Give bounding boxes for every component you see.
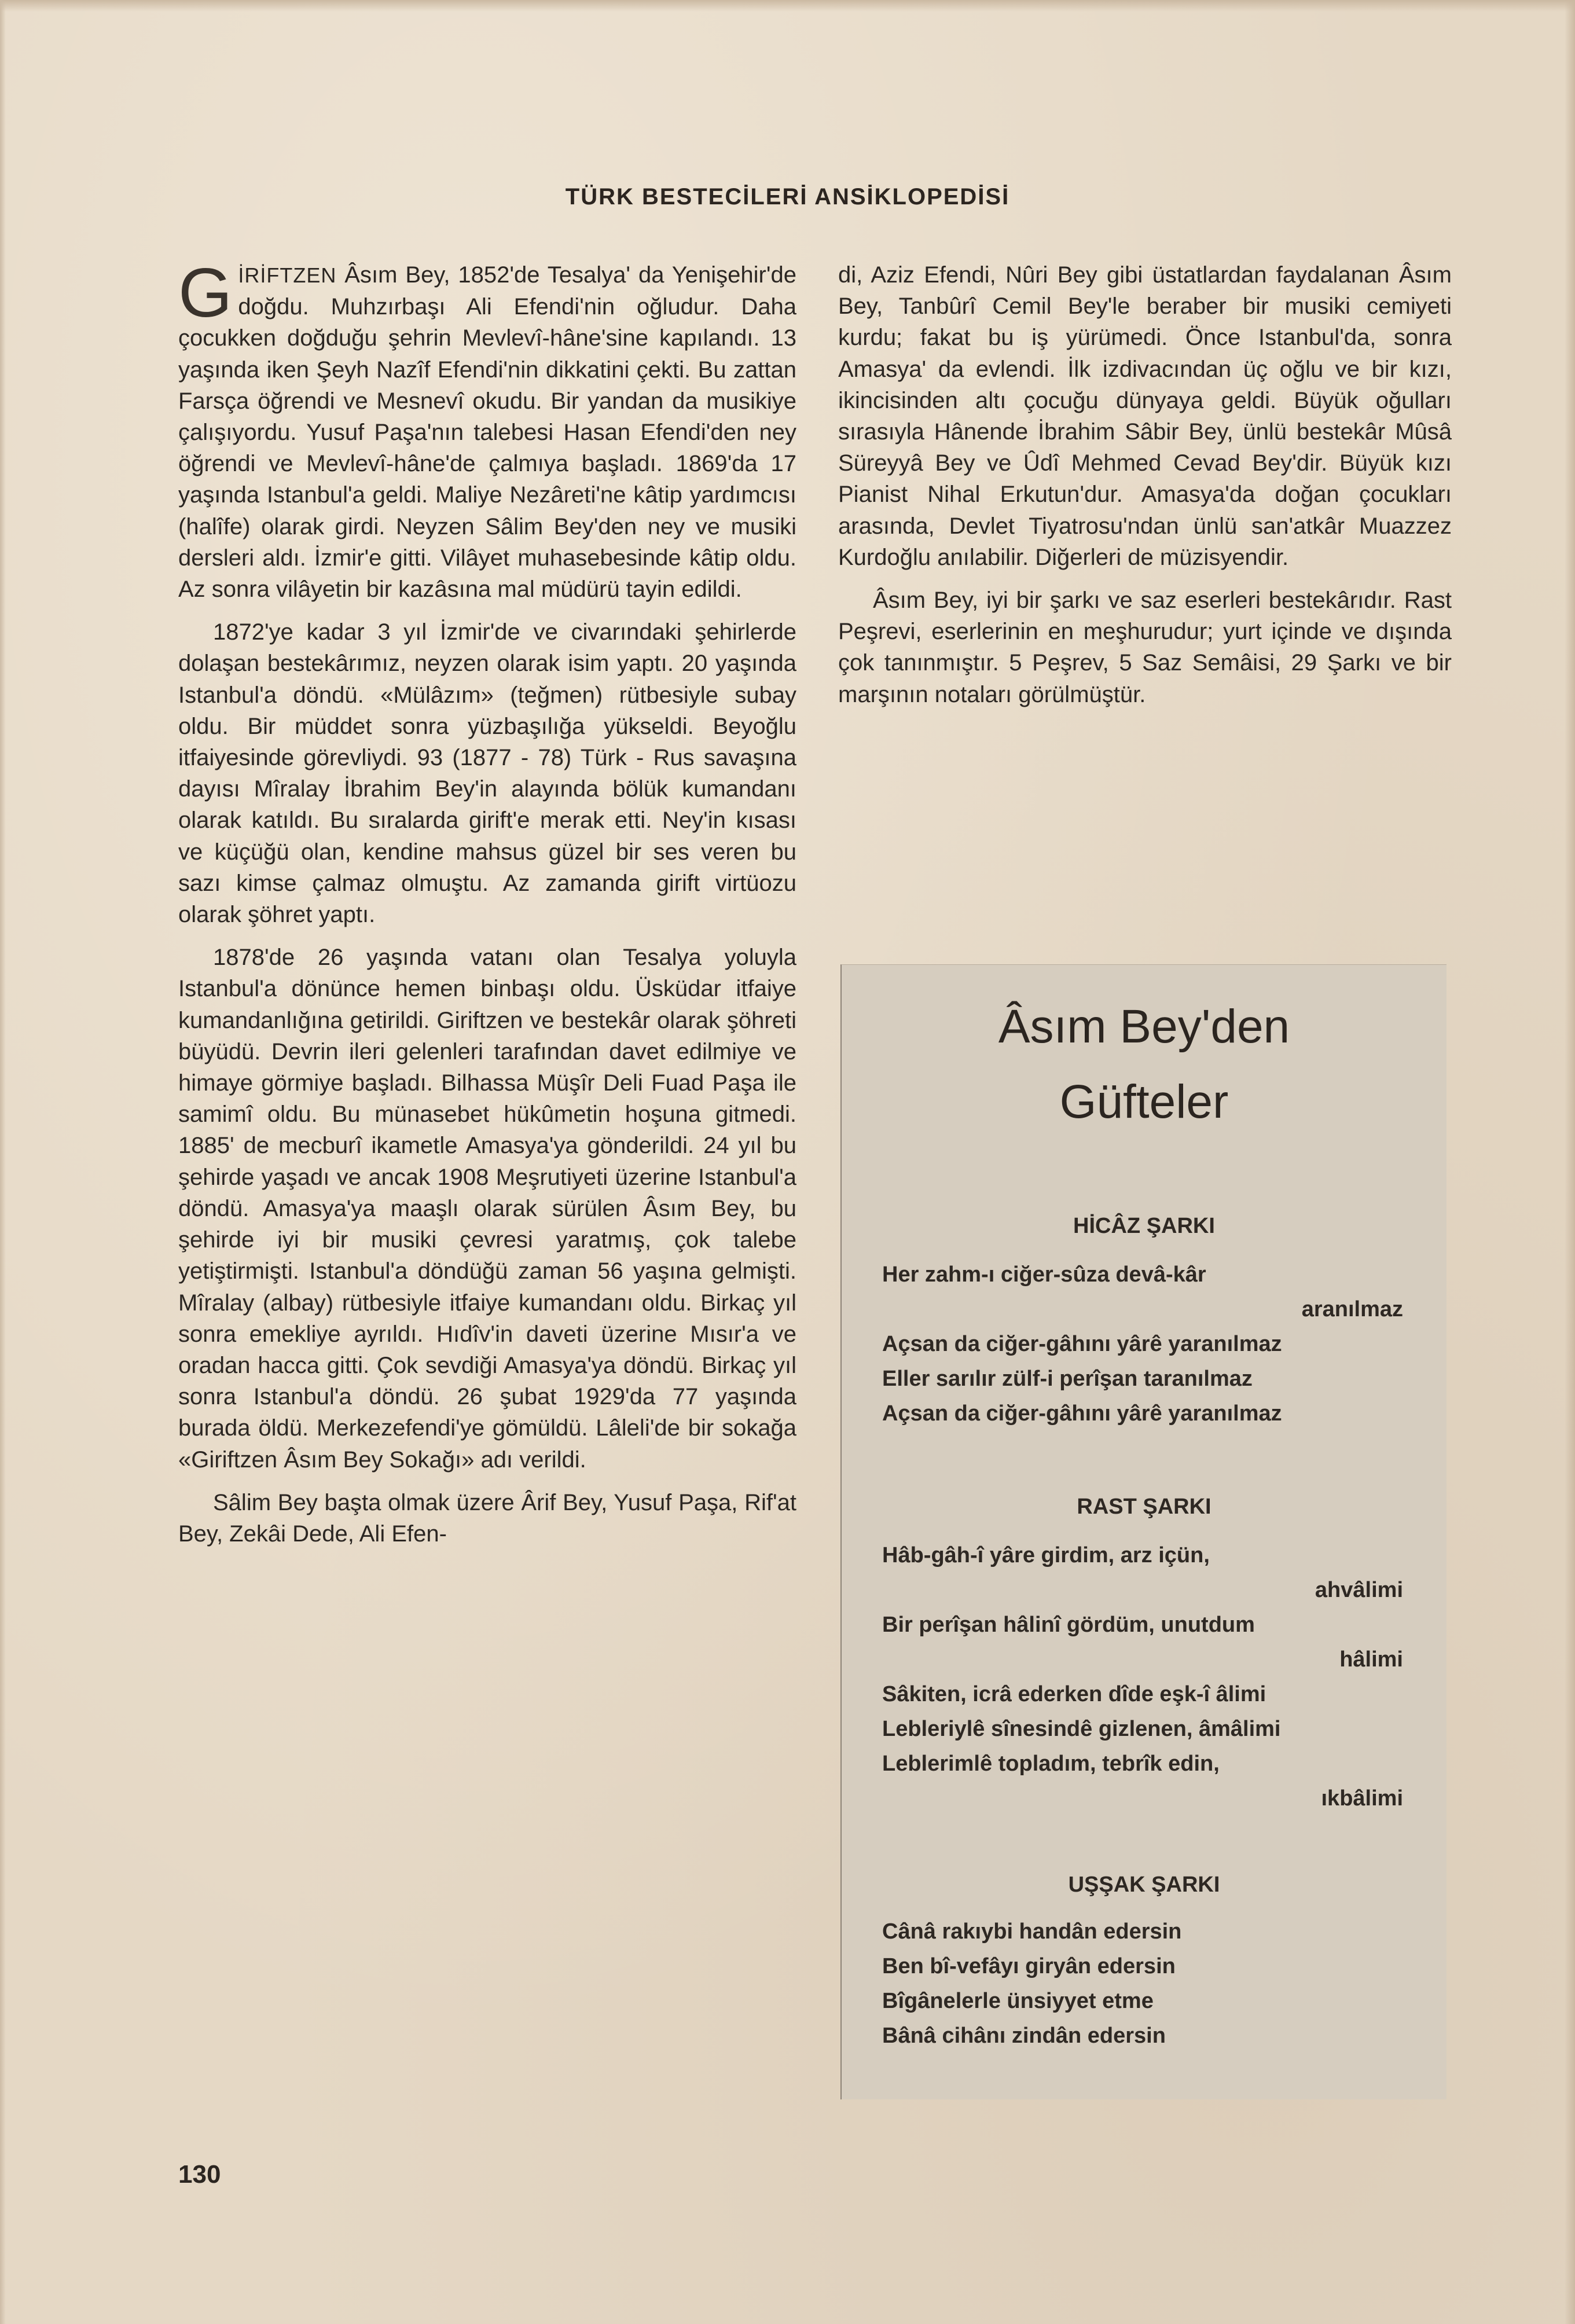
left-column [178, 254, 796, 1561]
paragraph-2: 1872'ye kadar 3 yıl İzmir'de ve civarındaki şehirlerde dolaşan bestekârımız, neyzen olarak isim yaptı. 20 yaşında Istanbul'a döndü. «Mülâzım» (teğmen) rütbesiyle subay oldu. Bir müddet sonra yüzbaşılığa yükseldi. Beyoğlu itfaiyesinde görevliydi. 93 (1877 - 78) Türk - Rus savaşına dayısı Mîralay İbrahim Bey'in alayında bölük kumandanı olarak katıldı. Bu sıralarda girift'e merak etti. Ney'in kısası ve küçüğü olan, kendine mahsus güzel bir ses veren bu sazı kimse çalmaz olmuştu. Az zamanda girift virtüozu olarak şöhret yaptı. [178, 619, 796, 928]
paragraph-1-text: Âsım Bey, 1852'de Tesalya' da Yenişehir'de doğdu. Muhzırbaşı Ali Efendi'nin oğludur. Daha çocukken doğduğu şehrin Mevlevî-hâne'sine kapılandı. 13 yaşında iken Şeyh Nazîf Efendi'nin dikkatini çekti. Bu zattan Farsça öğrendi ve Mesnevî okudu. Bir yandan da musikiye çalışıyordu. Yusuf Paşa'nın talebesi Hasan Efendi'den ney öğrendi ve Mevlevî-hâne'de çalmıya başladı. 1869'da 17 yaşında Istanbul'a geldi. Maliye Nezâreti'ne kâtip yardımcısı (halîfe) olarak girdi. Neyzen Sâlim Bey'den ney ve musiki dersleri aldı. İzmir'e gitti. Vilâyet muhasebesinde kâtip oldu. Az sonra vilâyetin bir kazâsına mal müdürü tayin edildi. [178, 262, 796, 603]
poem-line: Her zahm-ı ciğer-sûza devâ-kâr [882, 1262, 1206, 1287]
poem-line: Açsan da ciğer-gâhını yârê yaranılmaz [882, 1401, 1282, 1426]
paragraph-6: Âsım Bey, iyi bir şarkı ve saz eserleri bestekârıdır. Rast Peşrevi, eserlerinin en meşhurudur; yurt içinde ve dışında çok tanınmıştır. 5 Peşrev, 5 Saz Semâisi, 29 Şarkı ve bir marşının notaları görülmüştür. [838, 588, 1452, 707]
page-number: 130 [178, 2160, 221, 2189]
poem-line: Sâkiten, icrâ ederken dîde eşk-î âlimi [882, 1682, 1266, 1706]
poem-line-continuation: hâlimi [1339, 1647, 1403, 1672]
box-title-line-2: Güfteler [1059, 1075, 1229, 1128]
paper-edge-left [0, 0, 6, 2324]
poem-line: Lebleriylê sînesindê gizlenen, âmâlimi [882, 1717, 1281, 1741]
poem-line-continuation: aranılmaz [1301, 1297, 1403, 1321]
dropcap: G [178, 254, 233, 332]
poem-line: Leblerimlê topladım, tebrîk edin, [882, 1752, 1220, 1776]
paragraph-4: Sâlim Bey başta olmak üzere Ârif Bey, Yusuf Paşa, Rif'at Bey, Zekâi Dede, Ali Efen- [178, 1489, 796, 1547]
poem-ussak [882, 1914, 1403, 2053]
poem-line: Bîgânelerle ünsiyyet etme [882, 1989, 1154, 2013]
running-header: TÜRK BESTECİLERİ ANSİKLOPEDİSİ [565, 184, 1010, 210]
paragraph-1 [178, 254, 796, 605]
paragraph-3: 1878'de 26 yaşında vatanı olan Tesalya yoluyla Istanbul'a dönünce hemen binbaşı oldu. Üsküdar itfaiye kumandanlığına getirildi. Giriftzen ve bestekâr olarak şöhreti büyüdü. Devrin ileri gelenleri tarafından davet edilmiye ve himaye görmiye başladı. Bilhassa Müşîr Deli Fuad Paşa ile samimî oldu. Bu münasebet hükûmetin hoşuna gitmedi. 1885' de mecburî ikametle Amasya'ya gönderildi. 24 yıl bu şehirde yaşadı ve ancak 1908 Meşrutiyeti üzerine Istanbul'a döndü. Amasya'ya maaşlı olarak sürülen Âsım Bey, bu şehirde iyi bir musiki çevresi yaratmış, çok talebe yetiştirmişti. Istanbul'a döndüğü zaman 56 yaşına gelmişti. Mîralay (albay) rütbesiyle itfaiye kumandanı oldu. Birkaç yıl sonra emekliye ayrıldı. Hıdîv'in daveti üzerine Mısır'a ve oradan hacca gitti. Çok sevdiği Amasya'ya döndü. Birkaç yıl sonra Istanbul'a döndü. 26 şubat 1929'da 77 yaşında burada öldü. Merkezefendi'ye gömüldü. Lâleli'de bir sokağa «Giriftzen Âsım Bey Sokağı» adı verildi. [178, 945, 796, 1473]
poem-line: Ben bî-vefâyı giryân edersin [882, 1954, 1176, 1978]
poem-line-continuation: ıkbâlimi [1321, 1786, 1403, 1811]
poem-line: Açsan da ciğer-gâhını yârê yaranılmaz [882, 1332, 1282, 1356]
poem-line: Bir perîşan hâlinî gördüm, unutdum [882, 1613, 1255, 1637]
poem-heading-hicaz: HİCÂZ ŞARKI [1073, 1214, 1215, 1238]
poem-line-continuation: ahvâlimi [1315, 1578, 1403, 1602]
right-column [838, 259, 1452, 722]
poem-line: Bânâ cihânı zindân edersin [882, 2024, 1166, 2048]
poem-hicaz [882, 1257, 1403, 1431]
box-title-line-1: Âsım Bey'den [998, 1000, 1290, 1053]
poem-rast [882, 1538, 1403, 1816]
poem-heading-ussak: UŞŞAK ŞARKI [1068, 1873, 1220, 1897]
poem-heading-rast: RAST ŞARKI [1077, 1495, 1211, 1519]
poem-line: Hâb-gâh-î yâre girdim, arz içün, [882, 1543, 1210, 1567]
paragraph-5: di, Aziz Efendi, Nûri Bey gibi üstatlardan faydalanan Âsım Bey, Tanbûrî Cemil Bey'le beraber bir musiki cemiyeti kurdu; fakat bu iş yürümedi. Önce Istanbul'da, sonra Amasya' da evlendi. İlk izdivacından üç oğlu ve bir kızı, ikincisinden altı çocuğu dünyaya geldi. Büyük oğulları sırasıyla Hânende İbrahim Sâbir Bey, ünlü bestekâr Mûsâ Süreyyâ Bey ve Ûdî Mehmed Cevad Bey'dir. Büyük kızı Pianist Nihal Erkutun'dur. Amasya'da doğan çocukları arasında, Devlet Tiyatrosu'ndan ünlü san'atkâr Muazzez Kurdoğlu anılabilir. Diğerleri de müzisyendir. [838, 262, 1452, 570]
poem-line: Eller sarılır zülf-i perîşan taranılmaz [882, 1367, 1253, 1391]
paper-edge-top [0, 0, 1575, 12]
first-word: İRİFTZEN [238, 263, 337, 287]
poem-line: Cânâ rakıybi handân edersin [882, 1919, 1182, 1944]
paper-edge-right [1565, 0, 1575, 2324]
lyrics-box [840, 964, 1446, 2099]
